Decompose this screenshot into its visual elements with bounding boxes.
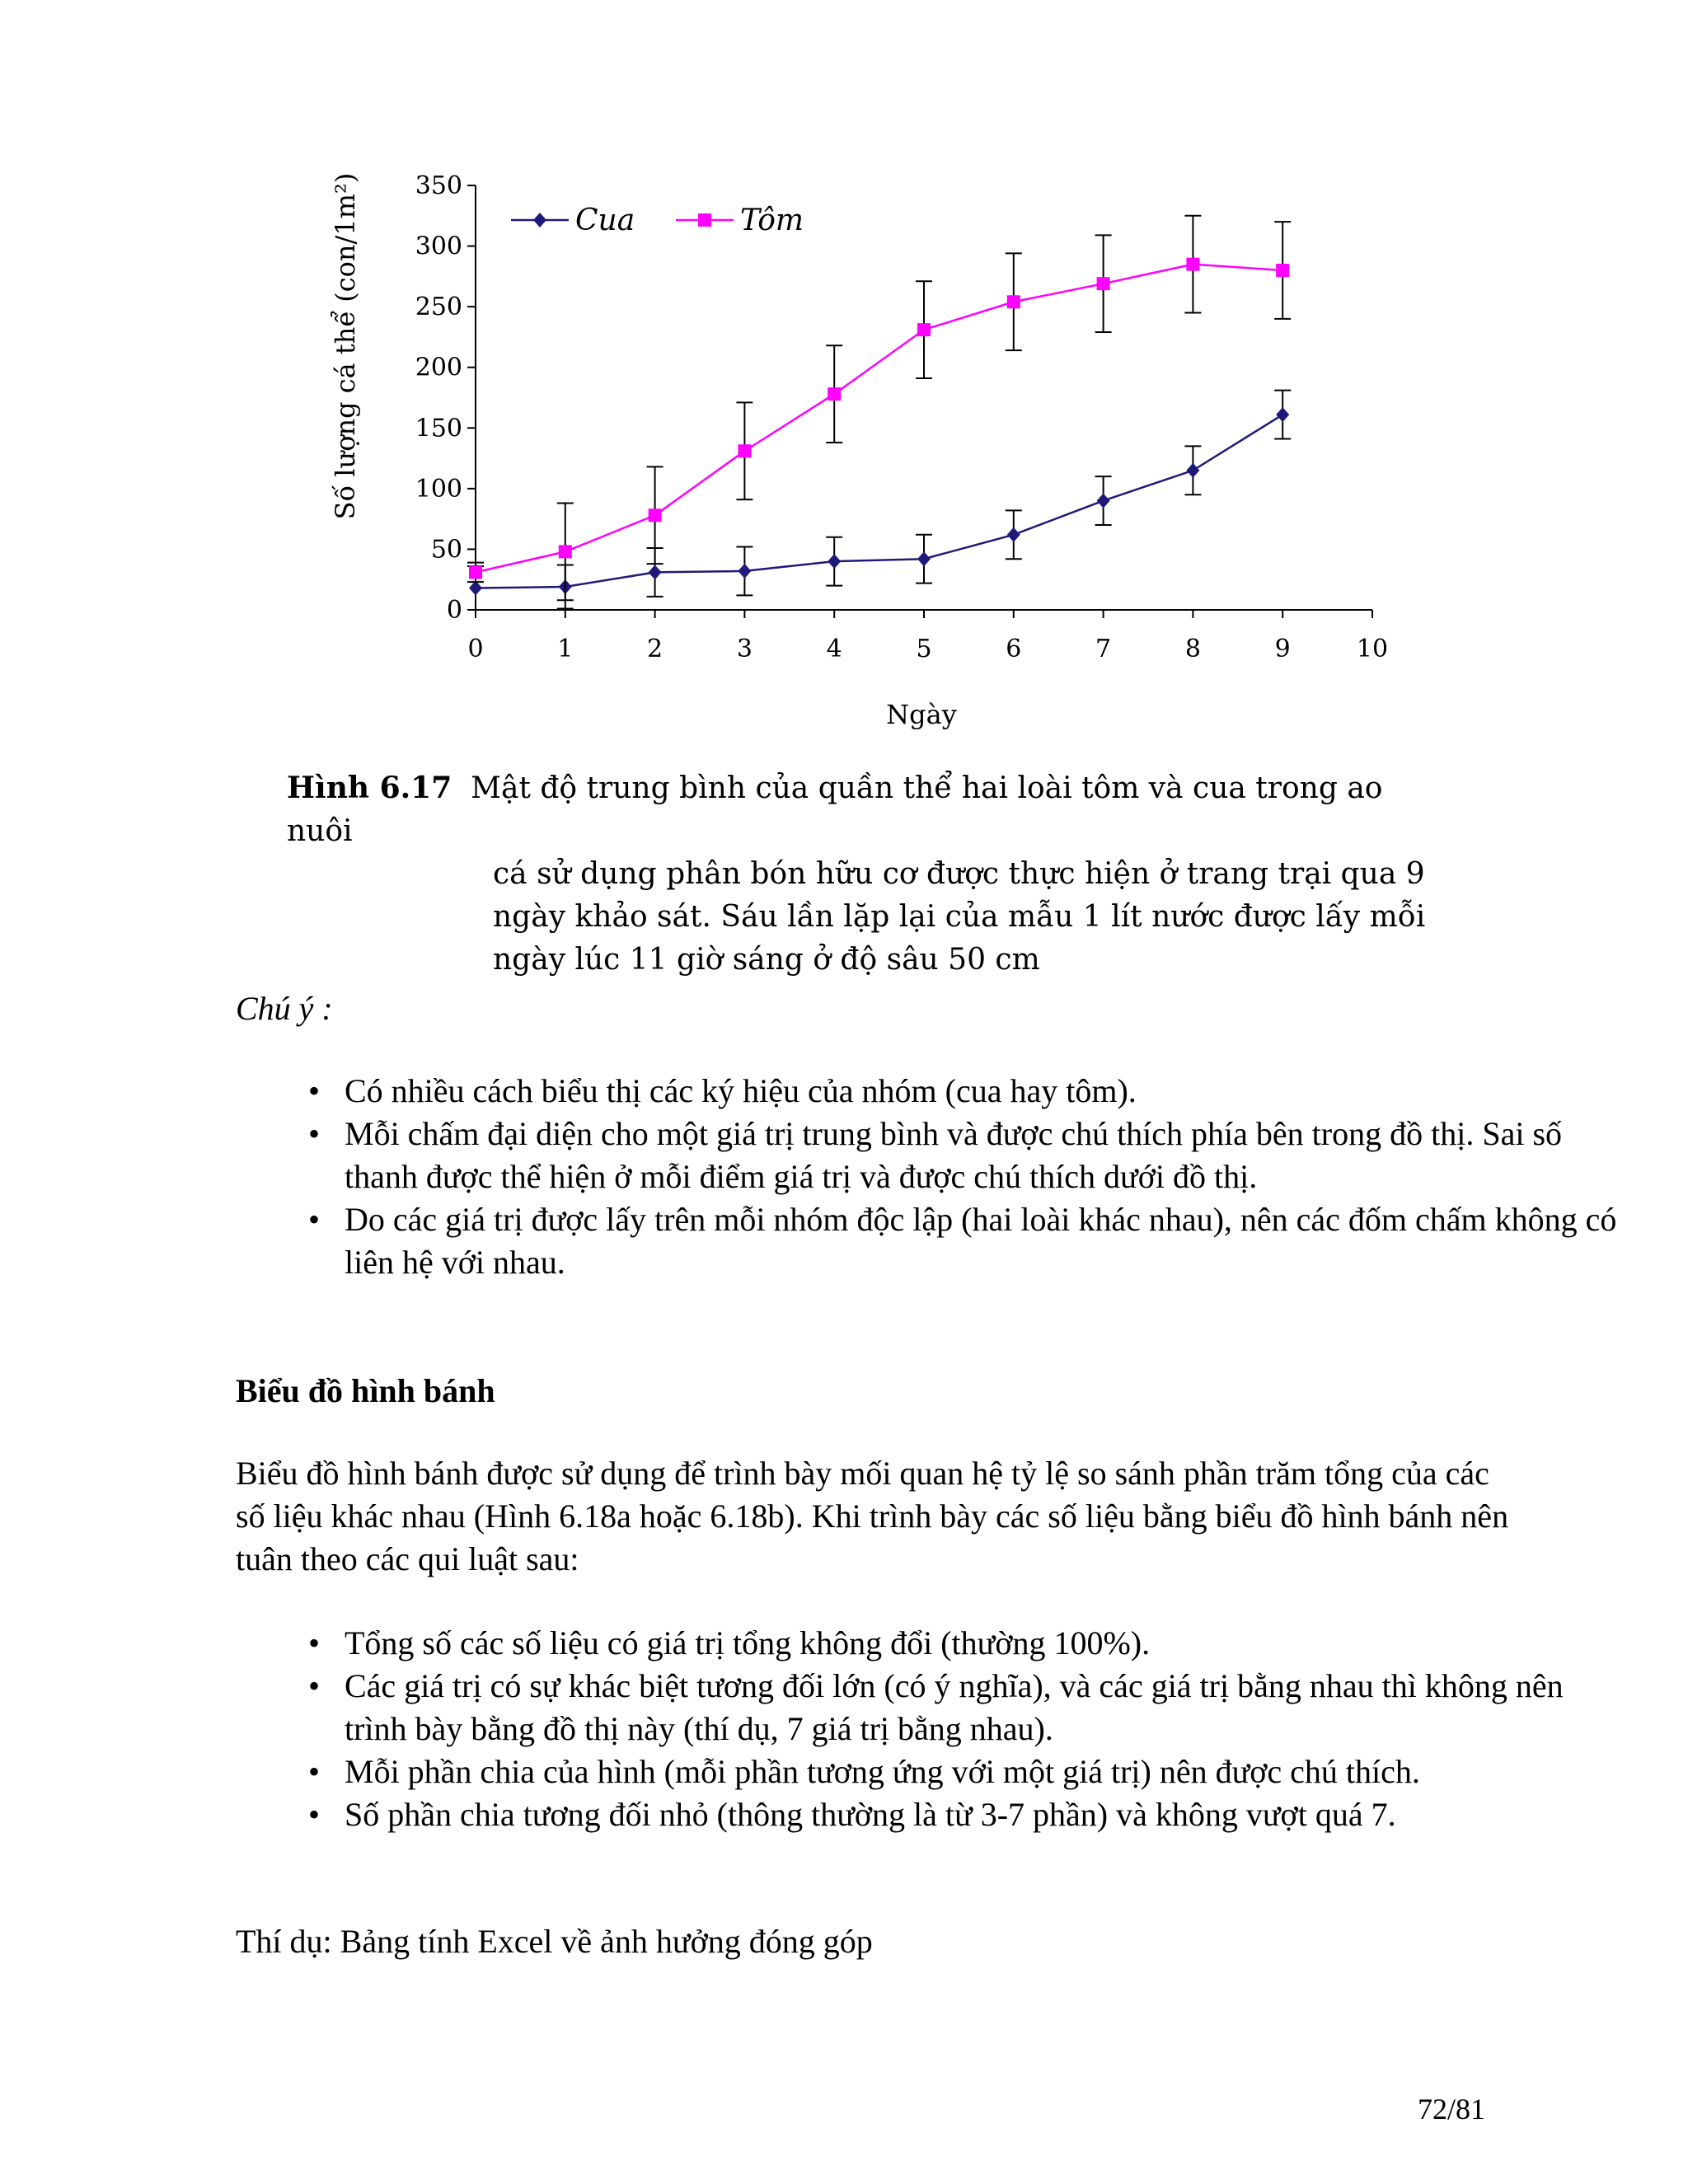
data-point [469, 581, 482, 596]
data-point [738, 564, 751, 579]
caption-line-4: ngày lúc 11 giờ sáng ở độ sâu 50 cm [493, 943, 1040, 977]
list-item: • Mỗi chấm đại diện cho một giá trị trung bình và được chú thích phía bên trong đồ thị. Sai số thanh được thể hiện ở mỗi điểm giá trị và được chú thích dưới đồ thị. [345, 1113, 1630, 1198]
x-tick-label: 1 [557, 635, 574, 663]
y-tick-label: 300 [415, 232, 462, 261]
list-item: • Có nhiều cách biểu thị các ký hiệu của nhóm (cua hay tôm). [345, 1070, 1630, 1113]
y-tick-label: 200 [415, 353, 462, 382]
data-point [1097, 277, 1110, 290]
caption-line-2: cá sử dụng phân bón hữu cơ được thực hiện ở trang trại qua 9 [493, 857, 1425, 891]
notes-list [236, 1070, 1630, 1284]
y-tick-label: 150 [415, 414, 462, 443]
series-tom [467, 216, 1291, 600]
data-point [738, 444, 751, 457]
legend-marker [533, 213, 546, 227]
list-item: • Do các giá trị được lấy trên mỗi nhóm độc lập (hai loài khác nhau), nên các đốm chấm không có liên hệ với nhau. [345, 1198, 1630, 1284]
chart-legend [511, 204, 804, 237]
caption-line-3: ngày khảo sát. Sáu lần lặp lại của mẫu 1 lít nước được lấy mỗi [493, 900, 1426, 934]
x-axis-ticks [467, 610, 1388, 663]
x-tick-label: 10 [1356, 635, 1389, 663]
data-point [1007, 295, 1020, 308]
x-tick-label: 8 [1184, 635, 1201, 663]
list-item: • Các giá trị có sự khác biệt tương đối lớn (có ý nghĩa), và các giá trị bằng nhau thì không nên trình bày bằng đồ thị này (thí dụ, 7 giá trị bằng nhau). [345, 1665, 1630, 1750]
list-item: • Tổng số các số liệu có giá trị tổng không đổi (thường 100%). [345, 1622, 1630, 1665]
data-point [917, 323, 931, 336]
data-point [1097, 494, 1110, 509]
legend-label: Tôm [740, 204, 804, 237]
section-heading: Biểu đồ hình bánh [236, 1372, 495, 1409]
x-tick-label: 2 [647, 635, 663, 663]
x-tick-label: 0 [467, 635, 484, 663]
body-paragraph: Biểu đồ hình bánh được sử dụng để trình bày mối quan hệ tỷ lệ so sánh phần trăm tổng của các số liệu khác nhau (Hình 6.18a hoặc 6.18b). Khi trình bày các số liệu bằng biểu đồ hình bánh nên tuân theo các qui luật sau: [236, 1455, 1509, 1577]
y-tick-label: 350 [415, 171, 462, 200]
y-axis-ticks [415, 171, 476, 625]
x-tick-label: 9 [1274, 635, 1291, 663]
series-line [476, 265, 1282, 573]
data-point [649, 565, 662, 579]
series-line [476, 415, 1282, 588]
data-point [1276, 264, 1289, 277]
y-tick-label: 100 [415, 474, 462, 504]
caption-line-1: Mật độ trung bình của quần thể hai loài tôm và cua trong ao nuôi [287, 771, 1383, 848]
data-point [828, 387, 841, 401]
legend-label: Cua [575, 204, 635, 237]
list-item: • Số phần chia tương đối nhỏ (thông thường là từ 3-7 phần) và không vượt quá 7. [345, 1793, 1630, 1836]
x-tick-label: 3 [736, 635, 753, 663]
x-axis-label: Ngày [886, 699, 957, 730]
figure-caption [287, 766, 1457, 982]
data-point [1186, 463, 1199, 478]
rules-list [236, 1622, 1630, 1836]
data-point [559, 545, 572, 558]
x-tick-label: 6 [1006, 635, 1022, 663]
x-tick-label: 7 [1095, 635, 1112, 663]
data-point [1186, 258, 1199, 271]
legend-marker [698, 213, 711, 227]
page-number: 72/81 [1418, 2093, 1486, 2125]
list-item: • Mỗi phần chia của hình (mỗi phần tương ứng với một giá trị) nên được chú thích. [345, 1750, 1630, 1793]
series-cua [467, 391, 1291, 610]
y-tick-label: 250 [415, 293, 462, 322]
data-point [649, 509, 662, 522]
note-label: Chú ý : [236, 990, 333, 1027]
line-chart [313, 161, 1418, 738]
data-point [469, 565, 482, 579]
y-tick-label: 0 [446, 596, 462, 625]
data-point [1276, 407, 1289, 422]
y-tick-label: 50 [430, 535, 462, 565]
figure-label: Hình 6.17 [287, 771, 452, 805]
y-axis-label: Số lượng cá thể (con/1m²) [330, 172, 361, 520]
example-text: Thí dụ: Bảng tính Excel về ảnh hưởng đóng góp [236, 1923, 873, 1960]
data-point [917, 551, 931, 566]
chart-series [467, 216, 1291, 610]
data-point [828, 554, 841, 569]
x-tick-label: 4 [826, 635, 842, 663]
x-tick-label: 5 [916, 635, 932, 663]
data-point [1007, 527, 1020, 542]
